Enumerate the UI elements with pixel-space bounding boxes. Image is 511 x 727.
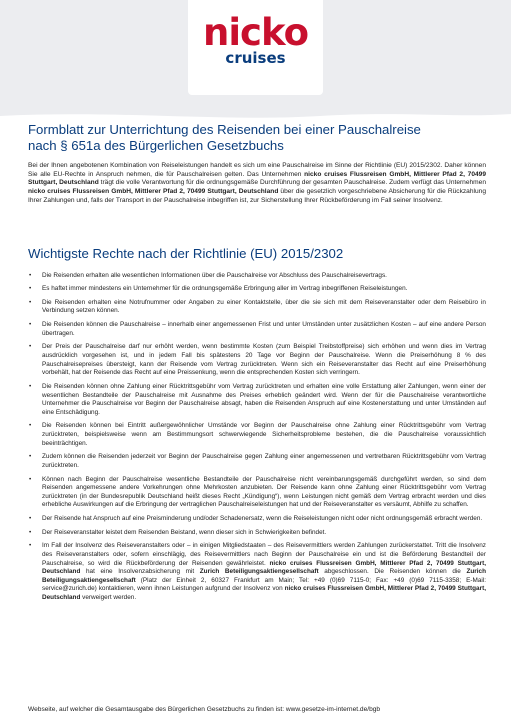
rights-item: • Die Reisenden können bei Eintritt außergewöhnlicher Umstände vor Beginn der Pauschalreise ohne Zahlung einer Rücktrittsgebühr vom Vertrag zurücktreten, beispielsweise wenn am Bestimmungsort schwerwiegende Sicherheitsprobleme bestehen, die die Pauschalreise voraussichtlich beeinträchtigen. (29, 422, 486, 447)
document-title (28, 122, 486, 154)
rights-item: • Die Reisenden erhalten eine Notrufnummer oder Angaben zu einer Kontaktstelle, über die sie sich mit dem Reiseveranstalter oder dem Reisebüro in Verbindung setzen können. (29, 298, 486, 315)
logo-subtitle: cruises (225, 49, 286, 67)
rights-item: • Es haftet immer mindestens ein Unternehmer für die ordnungsgemäße Erbringung aller im Vertrag inbegriffenen Reiseleistungen. (29, 285, 408, 293)
intro-text-3: über die gesetzlich vorgeschriebene Absicherung für die Rückzahlung Ihrer Zahlungen und, falls der Transport in der Pauschalreise inbegriffen ist, zur Sicherstellung Ihrer Rückbeförderung im Fall seiner Insolvenz. (28, 188, 486, 204)
document-body (28, 122, 486, 608)
rights-list (28, 272, 486, 603)
title-line-1: Formblatt zur Unterrichtung des Reisenden bei einer Pauschalreise (28, 122, 421, 137)
logo-wordmark: nicko (203, 11, 308, 54)
rights-item: • Der Preis der Pauschalreise darf nur erhöht werden, wenn bestimmte Kosten (zum Beispiel Treibstoffpreise) sich erhöhen und wenn dies im Vertrag ausdrücklich vorgesehen ist, und in jedem Fall bis spätestens 20 Tage vor Beginn der Pauschalreise. Wenn die Preiserhöhung 8 % des Pauschalreisepreises übersteigt, kann der Reisende vom Vertrag zurücktreten. Wenn sich ein Reiseveranstalter das Recht auf eine Preiserhöhung vorbehält, hat der Reisende das Recht auf eine Preissenkung, wenn die entsprechenden Kosten sich verringern. (29, 343, 486, 377)
intro-text-2: trägt die volle Verantwortung für die ordnungsgemäße Durchführung der gesamten Pauschalreise. Zudem verfügt das Unternehmen (98, 179, 487, 187)
intro-text-1: Bei der Ihnen angebotenen Kombination von Reiseleistungen handelt es sich um eine Pauschalreise im Sinne der Richtlinie (EU) 2015/2302. Daher können Sie alle EU-Rechte in Anspruch nehmen, die für Pauschalreisen gelten. Das Unternehmen (28, 162, 486, 178)
rights-item: • Die Reisenden können ohne Zahlung einer Rücktrittsgebühr vom Vertrag zurücktreten und erhalten eine volle Erstattung aller Zahlungen, wenn einer der wesentlichen Bestandteile der Pauschalreise mit Ausnahme des Preises erheblich geändert wird. Wenn der für die Pauschalreise verantwortliche Unternehmer die Pauschalreise vor Beginn der Pauschalreise absagt, haben die Reisenden Anspruch auf eine Kostenerstattung und unter Umständen auf eine Entschädigung. (29, 382, 486, 416)
rights-item: • Der Reiseveranstalter leistet dem Reisenden Beistand, wenn dieser sich in Schwierigkeiten befindet. (29, 528, 327, 536)
rights-item: • Die Reisenden erhalten alle wesentlichen Informationen über die Pauschalreise vor Abschluss des Pauschalreisevertrags. (29, 271, 387, 279)
intro-paragraph (28, 162, 486, 206)
rights-item: • Zudem können die Reisenden jederzeit vor Beginn der Pauschalreise gegen Zahlung einer angemessenen und vertretbaren Rücktrittsgebühr vom Vertrag zurücktreten. (29, 453, 486, 469)
intro-company-1: nicko cruises Flussreisen GmbH, Mittlerer Pfad 2, 70499 Stuttgart, Deutschland (28, 170, 486, 187)
rights-item: • Der Reisende hat Anspruch auf eine Preisminderung und/oder Schadenersatz, wenn die Reiseleistungen nicht oder nicht ordnungsgemäß erbracht werden. (29, 515, 483, 523)
intro-company-2: nicko cruises Flussreisen GmbH, Mittlerer Pfad 2, 70499 Stuttgart, Deutschland (28, 188, 279, 196)
title-line-2: nach § 651a des Bürgerlichen Gesetzbuchs (28, 138, 284, 153)
rights-item: • Können nach Beginn der Pauschalreise wesentliche Bestandteile der Pauschalreise nicht vereinbarungsgemäß durchgeführt werden, so sind dem Reisenden angemessene andere Vorkehrungen ohne Mehrkosten anzubieten. Der Reisende kann ohne Zahlung einer Rücktrittsgebühr vom Vertrag zurücktreten (in der Bundesrepublik Deutschland heißt dieses Recht „Kündigung“), wenn Leistungen nicht gemäß dem Vertrag erbracht werden und dies erhebliche Auswirkungen auf die Erbringung der vertraglichen Pauschalreiseleistungen hat und der Reiseveranstalter es versäumt, Abhilfe zu schaffen. (29, 475, 486, 509)
nicko-cruises-logo (188, 11, 323, 67)
footer-note: Webseite, auf welcher die Gesamtausgabe des Bürgerlichen Gesetzbuchs zu finden ist: www.gesetze-im-internet.de/bgb (28, 706, 381, 713)
rights-heading: Wichtigste Rechte nach der Richtlinie (EU) 2015/2302 (28, 245, 344, 261)
rights-item-insolvency: • Im Fall der Insolvenz des Reiseveranstalters oder – in einigen Mitgliedstaaten – des Reisevermittlers werden Zahlungen zurückerstattet. Tritt die Insolvenz des Reiseveranstalters oder, sofern einschlägig, des Reisevermittlers nach Beginn der Pauschalreise ein und ist die Beförderung Bestandteil der Pauschalreise, so wird die Rückbeförderung der Reisenden gewährleistet. nicko cruises Flussreisen GmbH, Mittlerer Pfad 2, 70499 Stuttgart, Deutschland hat eine Insolvenzabsicherung mit Zurich Beteiligungsaktiengesellschaft abgeschlossen. Die Reisenden können die Zurich Beteiligungsaktiengesellschaft (Platz der Einheit 2, 60327 Frankfurt am Main; Tel: +49 (0)69 7115-0; Fax: +49 (0)69 7115-3358; E-Mail: service@zurich.de) kontaktieren, wenn ihnen Leistungen aufgrund der Insolvenz von nicko cruises Flussreisen GmbH, Mittlerer Pfad 2, 70499 Stuttgart, Deutschland verweigert werden. (29, 542, 487, 601)
header-wave (0, 110, 511, 122)
rights-item: • Die Reisenden können die Pauschalreise – innerhalb einer angemessenen Frist und unter Umständen unter zusätzlichen Kosten – auf eine andere Person übertragen. (29, 321, 486, 337)
